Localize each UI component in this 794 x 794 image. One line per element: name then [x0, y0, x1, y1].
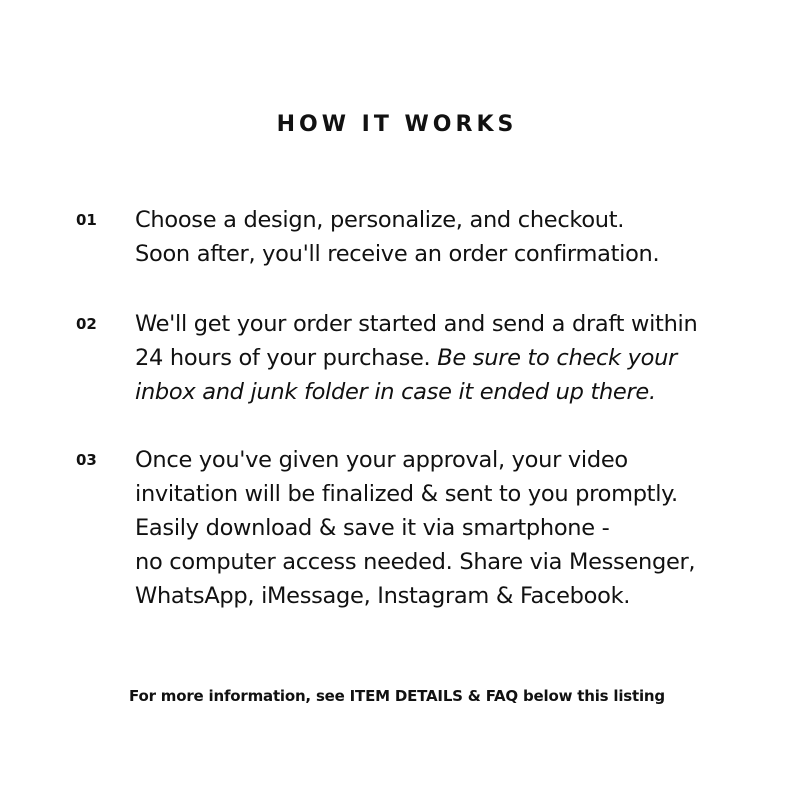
step-line-text: 24 hours of your purchase. [135, 345, 431, 371]
step-line [135, 341, 755, 375]
step-line-italic-text: Be sure to check your [437, 345, 677, 371]
step-text [135, 443, 755, 613]
page-title: HOW IT WORKS [276, 112, 518, 137]
step-line: no computer access needed. Share via Messenger, [135, 549, 696, 575]
step-number: 02 [76, 315, 97, 333]
step-text [135, 203, 755, 271]
step-line: We'll get your order started and send a draft within [135, 311, 698, 337]
step-number: 01 [76, 211, 97, 229]
step-line: Choose a design, personalize, and checkout. [135, 207, 625, 233]
step-text [135, 307, 755, 409]
step-line: WhatsApp, iMessage, Instagram & Facebook. [135, 583, 631, 609]
step-number: 03 [76, 451, 97, 469]
step-line: inbox and junk folder in case it ended up there. [135, 379, 656, 405]
step-line: Once you've given your approval, your video [135, 447, 628, 473]
step-line: invitation will be finalized & sent to you promptly. [135, 481, 678, 507]
step-line: Easily download & save it via smartphone - [135, 515, 610, 541]
footer-note: For more information, see ITEM DETAILS & FAQ below this listing [129, 687, 665, 705]
step-line: Soon after, you'll receive an order confirmation. [135, 241, 660, 267]
